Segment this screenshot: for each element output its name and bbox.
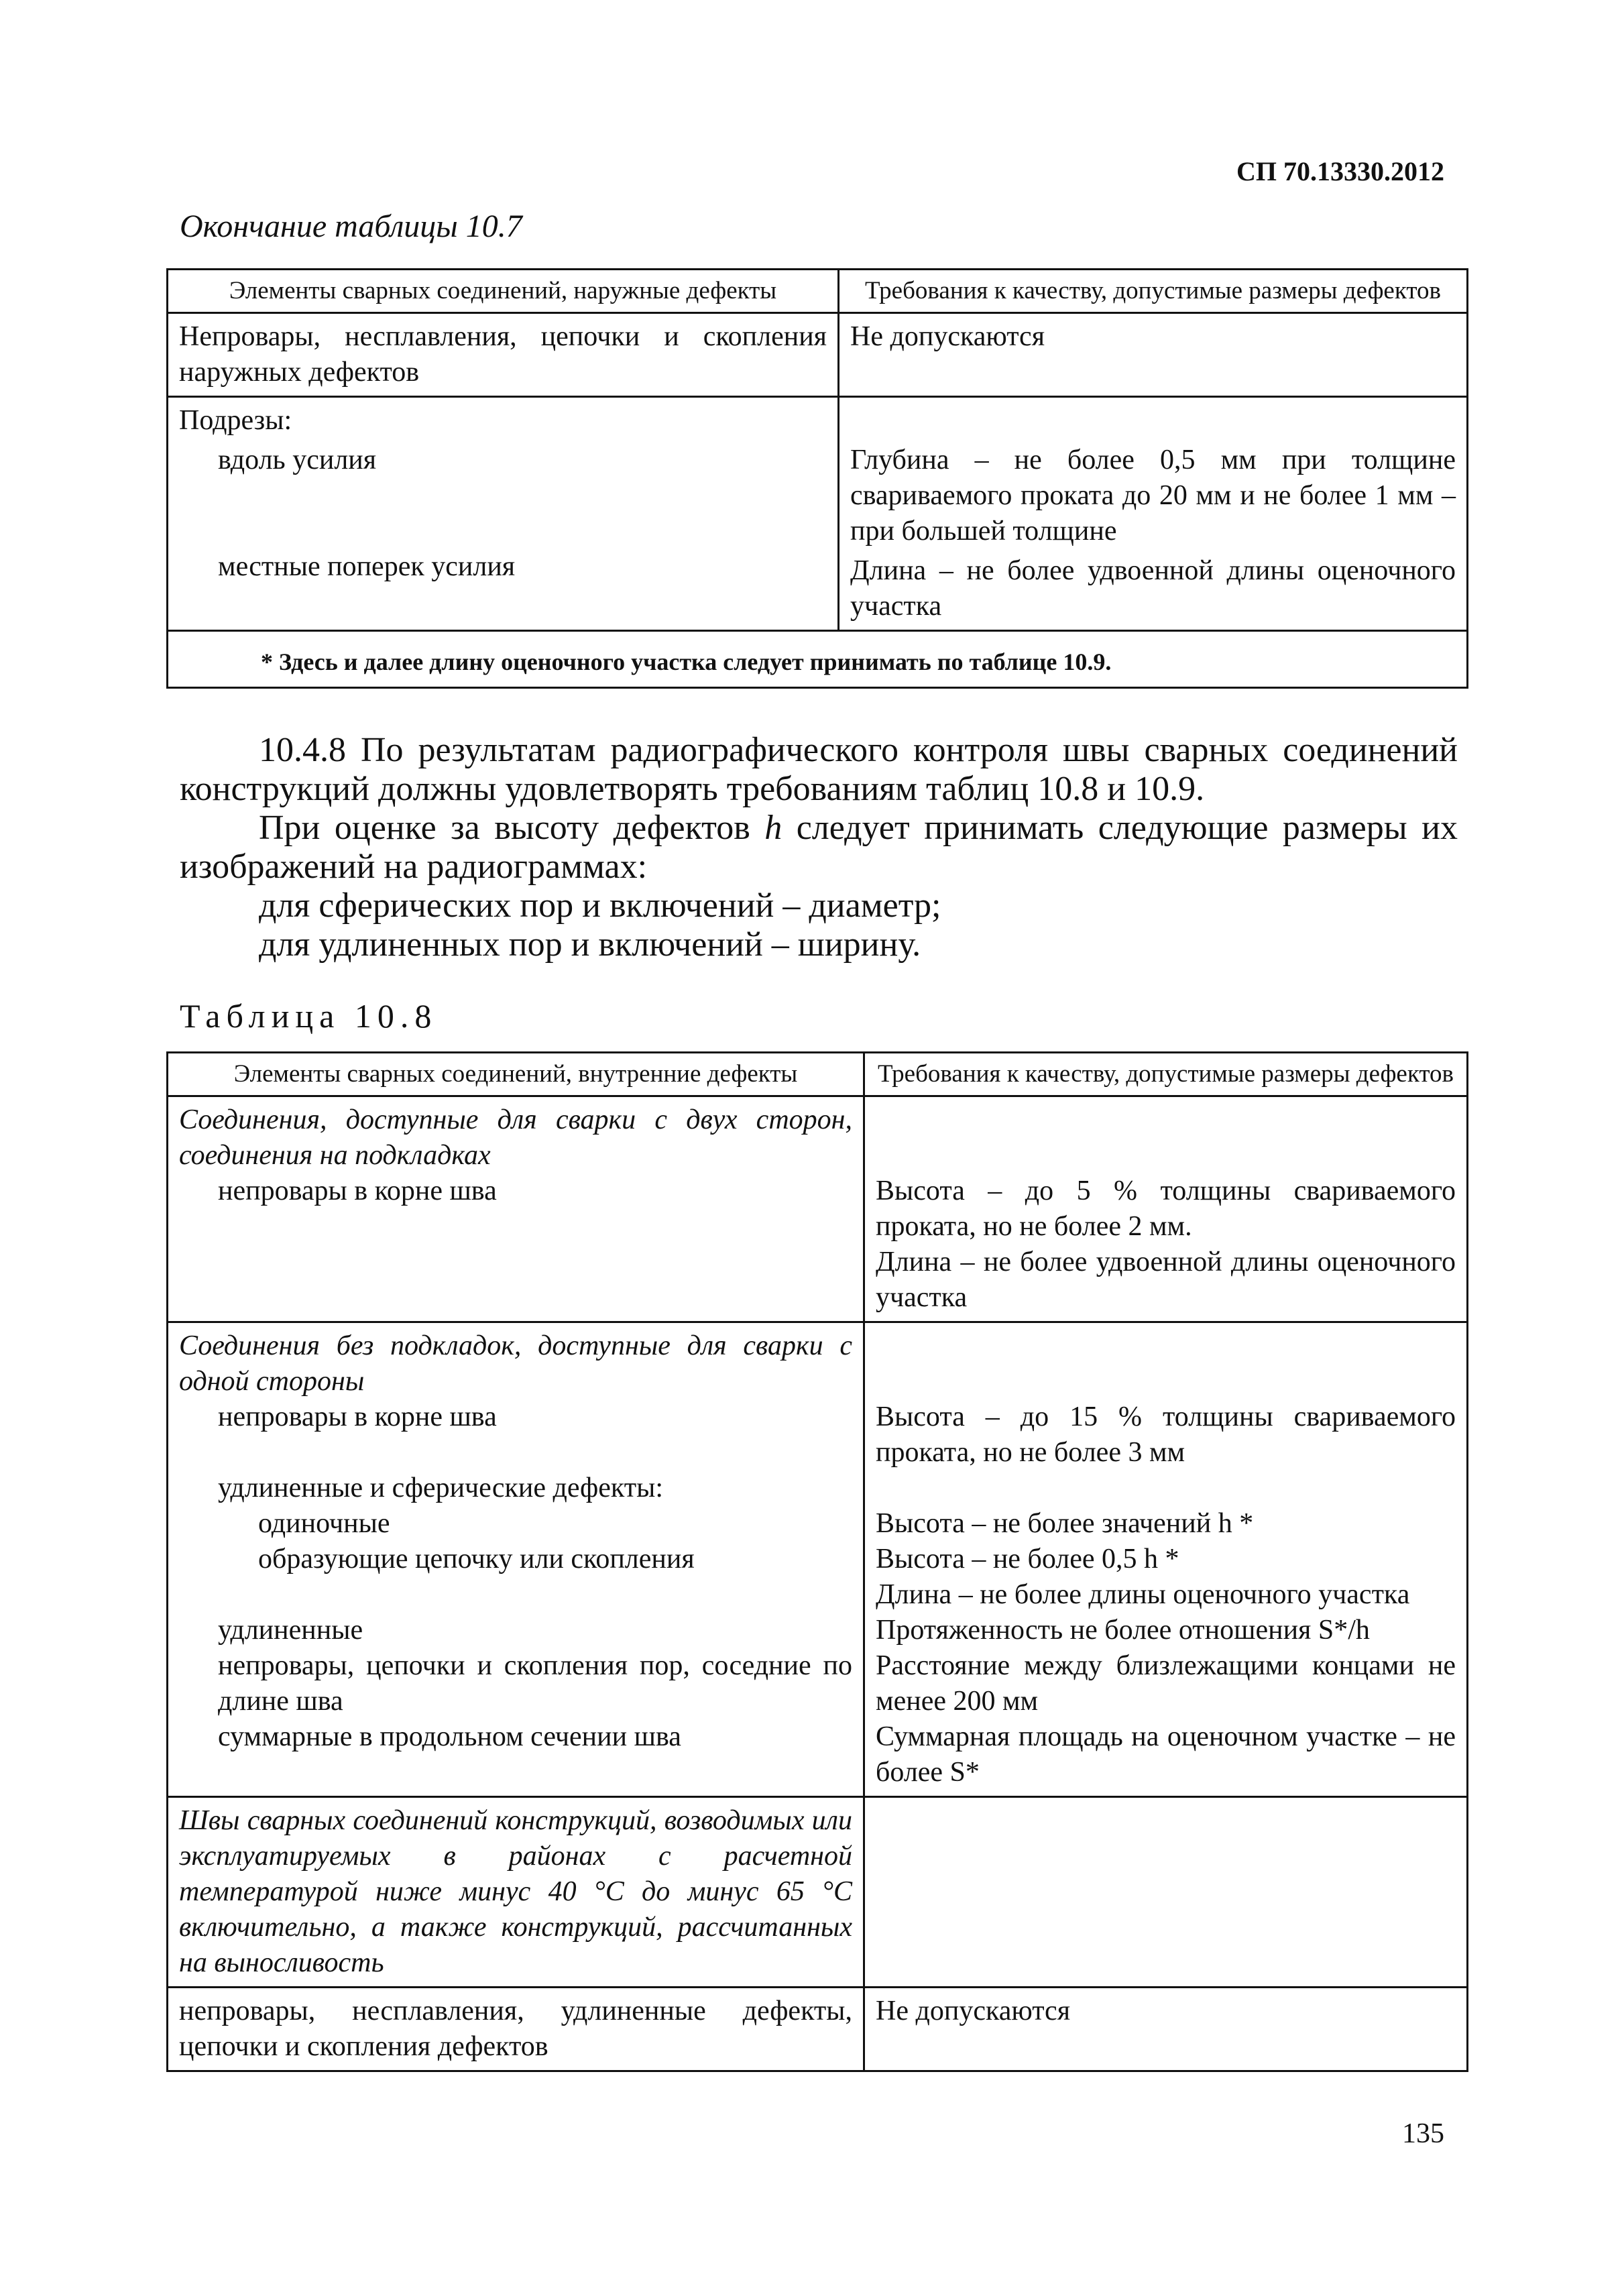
- table-row: [168, 313, 1468, 397]
- defect-cell: Непровары, несплавления, цепочки и скопления наружных дефектов: [168, 313, 839, 397]
- defect-item: одиночные: [258, 1508, 390, 1539]
- defect-item: непровары, цепочки и скопления пор, соседние по длине шва: [218, 1650, 852, 1717]
- defect-item: вдоль усилия: [218, 445, 377, 475]
- header-cell: Элементы сварных соединений, наружные дефекты: [168, 270, 839, 313]
- table-row: [168, 1797, 1468, 1988]
- requirement-text: Расстояние между близлежащими концами не менее 200 мм: [876, 1650, 1456, 1717]
- requirement-cell: [864, 1797, 1468, 1988]
- requirement-text: Высота – не более 0,5 h *: [876, 1544, 1179, 1574]
- requirement-cell: [864, 1322, 1468, 1797]
- requirement-text: Высота – не более значений h *: [876, 1508, 1254, 1539]
- requirement-text: Протяженность не более отношения S*/h: [876, 1615, 1370, 1646]
- requirement-cell: [839, 397, 1468, 631]
- page-number: 135: [1402, 2118, 1444, 2149]
- requirement-cell: Не допускаются: [864, 1988, 1468, 2071]
- requirement-cell: [864, 1096, 1468, 1322]
- row-title: Подрезы:: [179, 405, 292, 436]
- defect-item: удлиненные: [218, 1615, 363, 1646]
- paragraph-10-4-8: 10.4.8 По результатам радиографического контроля швы сварных соединений конструкций должны удовлетворять требованиям таблиц 10.8 и 10.9.: [180, 731, 1458, 808]
- table-10-8-caption: Таблица 10.8: [180, 997, 438, 1035]
- table-row: [168, 1322, 1468, 1797]
- defect-cell: непровары, несплавления, удлиненные дефекты, цепочки и скопления дефектов: [168, 1988, 864, 2071]
- table-10-7-caption: Окончание таблицы 10.7: [180, 209, 522, 244]
- requirement-text: Суммарная площадь на оценочном участке – не более S*: [876, 1721, 1456, 1788]
- list-item: для сферических пор и включений – диаметр;: [259, 886, 941, 925]
- header-cell: Элементы сварных соединений, внутренние дефекты: [168, 1053, 864, 1096]
- requirement-cell: Не допускаются: [839, 313, 1468, 397]
- requirement-text: Длина – не более длины оценочного участка: [876, 1579, 1410, 1610]
- requirement-text: Высота – до 15 % толщины свариваемого проката, но не более 3 мм: [876, 1401, 1456, 1468]
- variable-h: h: [764, 809, 782, 847]
- section-title: Соединения, доступные для сварки с двух сторон, соединения на подкладках: [179, 1104, 852, 1171]
- table-note-row: [168, 631, 1468, 688]
- requirement-text: Высота – до 5 % толщины свариваемого проката, но не более 2 мм.: [876, 1175, 1456, 1242]
- defect-item: непровары в корне шва: [218, 1175, 497, 1206]
- document-code: СП 70.13330.2012: [1236, 156, 1444, 186]
- requirement-text: Длина – не более удвоенной длины оценочного участка: [876, 1247, 1456, 1313]
- table-note: * Здесь и далее длину оценочного участка следует принимать по таблице 10.9.: [168, 631, 1468, 688]
- requirement-text: Глубина – не более 0,5 мм при толщине свариваемого проката до 20 мм и не более 1 мм – при большей толщине: [850, 445, 1456, 547]
- table-row: [168, 1988, 1468, 2071]
- list-item: для удлиненных пор и включений – ширину.: [259, 925, 921, 964]
- defect-item: местные поперек усилия: [218, 551, 516, 582]
- table-header-row: [168, 1053, 1468, 1096]
- defect-item: образующие цепочку или скопления: [258, 1544, 695, 1574]
- table-10-7: [166, 268, 1468, 689]
- header-cell: Требования к качеству, допустимые размеры дефектов: [864, 1053, 1468, 1096]
- table-row: [168, 397, 1468, 631]
- section-title: Швы сварных соединений конструкций, возводимых или эксплуатируемых в районах с расчетной температурой ниже минус 40 °С до минус 65 °С включительно, а также конструкций, рассчитанных на выносливость: [168, 1797, 864, 1988]
- table-10-8: [166, 1051, 1468, 2072]
- defect-cell: [168, 1096, 864, 1322]
- defect-cell: [168, 1322, 864, 1797]
- header-cell: Требования к качеству, допустимые размеры дефектов: [839, 270, 1468, 313]
- defect-cell: [168, 397, 839, 631]
- requirement-text: Длина – не более удвоенной длины оценочного участка: [850, 555, 1456, 622]
- section-title: Соединения без подкладок, доступные для сварки с одной стороны: [179, 1330, 852, 1397]
- paragraph-height-estimation: При оценке за высоту дефектов h следует принимать следующие размеры их изображений на радиограммах:: [180, 809, 1458, 886]
- defect-item: непровары в корне шва: [218, 1401, 497, 1432]
- defect-item: суммарные в продольном сечении шва: [218, 1721, 681, 1752]
- defect-item: удлиненные и сферические дефекты:: [218, 1473, 664, 1503]
- table-row: [168, 1096, 1468, 1322]
- body-text: [180, 731, 1458, 964]
- table-header-row: [168, 270, 1468, 313]
